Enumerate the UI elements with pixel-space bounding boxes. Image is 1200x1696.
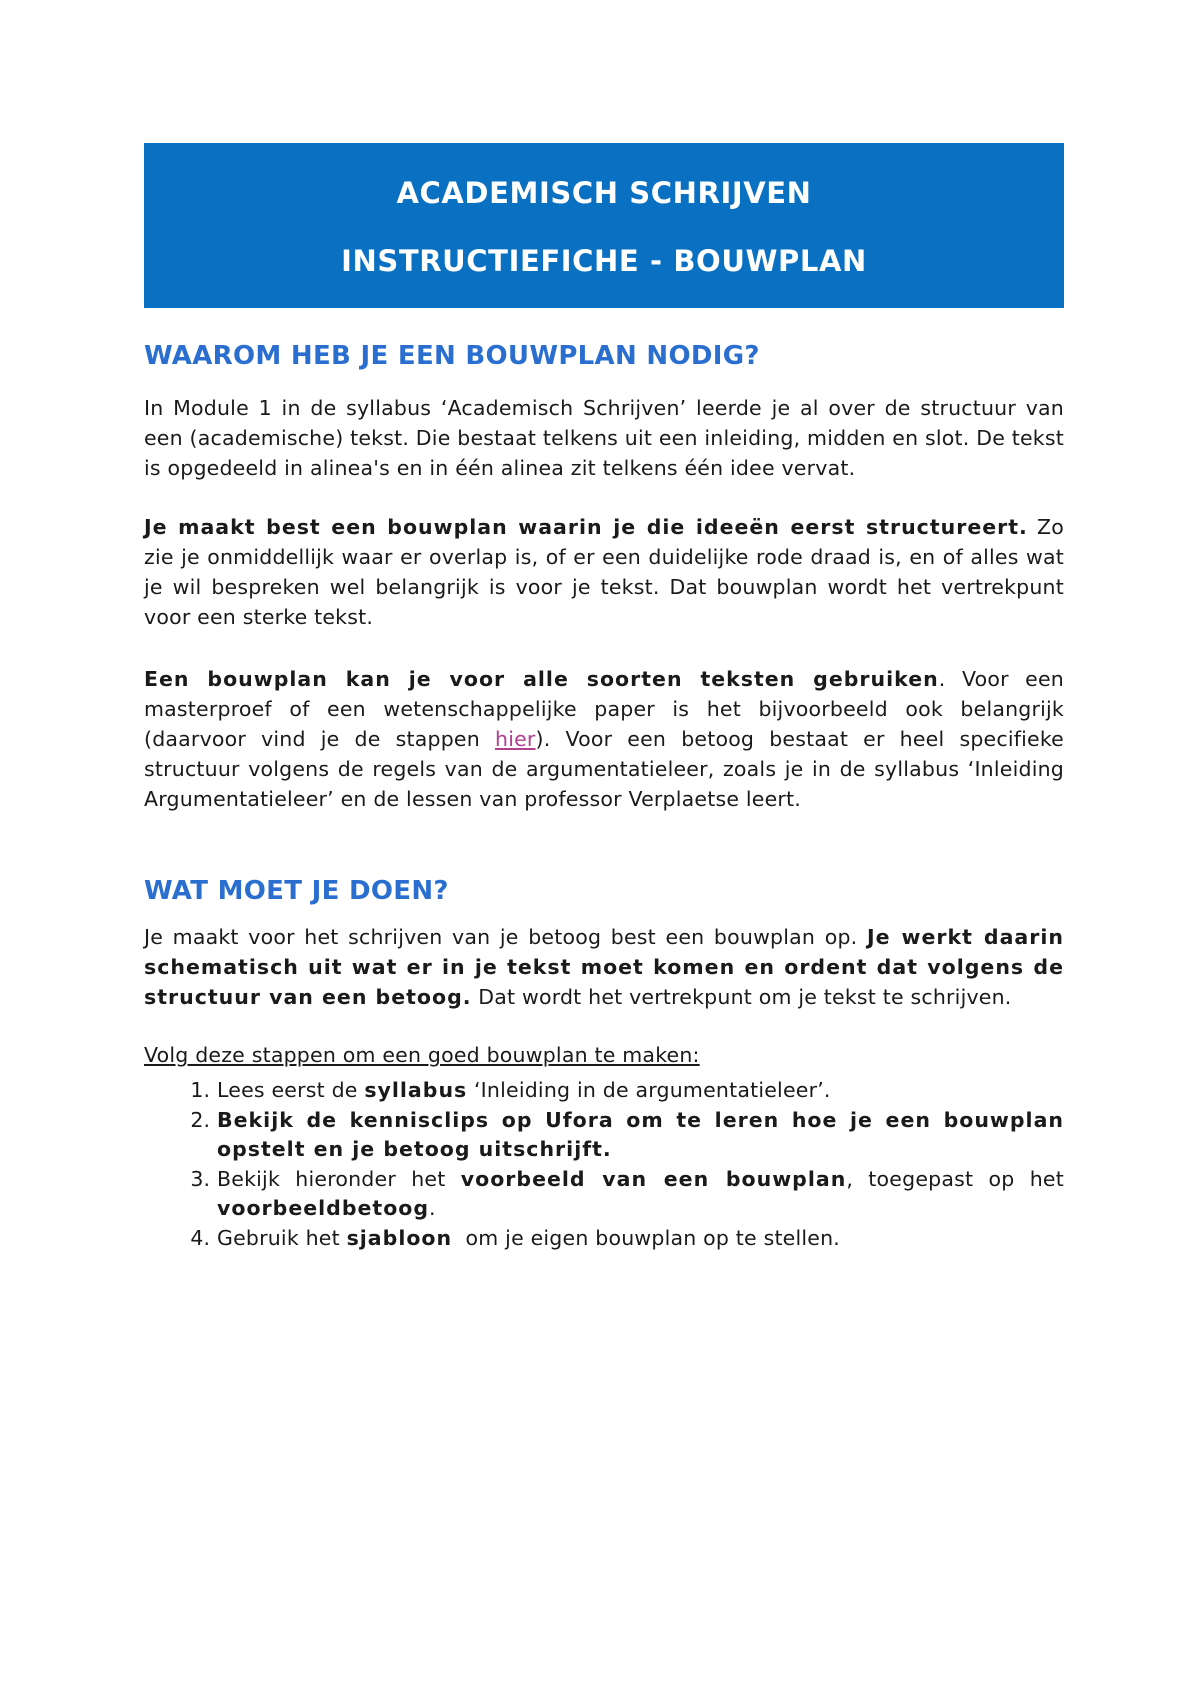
bold-text: voorbeeldbetoog bbox=[217, 1196, 430, 1220]
step-text: om je eigen bouwplan op te stellen. bbox=[452, 1225, 841, 1250]
bold-text: Een bouwplan kan je voor alle soorten teksten gebruiken bbox=[144, 667, 939, 691]
paragraph-what-to-do bbox=[144, 922, 1064, 1012]
document-page bbox=[144, 143, 1064, 1253]
step-text: . bbox=[429, 1196, 436, 1220]
step-text: Gebruik het bbox=[217, 1225, 347, 1250]
bold-text: voorbeeld van een bouwplan bbox=[460, 1166, 847, 1191]
step-text: ‘Inleiding in de argumentatieleer’. bbox=[467, 1078, 831, 1102]
paragraph-text: ). Voor een betoog bestaat er heel specifieke structuur volgens de regels van de argumentatieleer, zoals je in de syllabus ‘Inleiding Argumentatieleer’ en de lessen van professor Verplaetse leert. bbox=[144, 727, 1064, 811]
paragraph-text: . Voor een masterproef of een wetenschappelijke paper is het bijvoorbeeld ook belangrijk (daarvoor vind je de stappen bbox=[144, 667, 1064, 751]
bold-text: Bekijk de kennisclips op Ufora om te leren hoe je een bouwplan opstelt en je betoog uitschrijft. bbox=[217, 1107, 1064, 1161]
step-text: Bekijk hieronder het bbox=[217, 1166, 461, 1191]
bold-text: syllabus bbox=[364, 1078, 468, 1102]
step-text: , toegepast op het bbox=[846, 1166, 1064, 1191]
bold-text: Je maakt best een bouwplan waarin je die ideeën eerst structureert. bbox=[144, 515, 1028, 539]
list-item-step-2 bbox=[217, 1106, 1064, 1165]
step-text: Lees eerst de bbox=[217, 1078, 365, 1102]
paragraph-text: Dat wordt het vertrekpunt om je tekst te schrijven. bbox=[471, 985, 1012, 1009]
paragraph-text: Je maakt voor het schrijven van je betoog best een bouwplan op. bbox=[144, 925, 867, 949]
steps-intro-text: Volg deze stappen om een goed bouwplan te maken: bbox=[144, 1043, 700, 1067]
bold-text: sjabloon bbox=[346, 1225, 453, 1250]
section-heading-what: WAT MOET JE DOEN? bbox=[144, 876, 449, 906]
paragraph-bouwplan-purpose bbox=[144, 512, 1064, 632]
hier-link[interactable]: hier bbox=[495, 727, 536, 751]
bold-text: Je werkt daarin schematisch uit wat er in je tekst moet komen en ordent dat volgens de structuur van een betoog. bbox=[144, 925, 1064, 1009]
title-banner bbox=[144, 143, 1064, 308]
steps-list bbox=[144, 1076, 1064, 1253]
paragraph-text: Zo zie je onmiddellijk waar er overlap is, of er een duidelijke rode draad is, en of alles wat je wil bespreken wel belangrijk is voor je tekst. Dat bouwplan wordt het vertrekpunt voor een sterke tekst. bbox=[144, 515, 1064, 629]
paragraph-module-intro: In Module 1 in de syllabus ‘Academisch Schrijven’ leerde je al over de structuur van een (academische) tekst. Die bestaat telkens uit een inleiding, midden en slot. De tekst is opgedeeld in alinea's en in één alinea zit telkens één idee vervat. bbox=[144, 396, 1064, 480]
document-subtitle: INSTRUCTIEFICHE - BOUWPLAN bbox=[341, 244, 867, 278]
list-item-step-4 bbox=[217, 1224, 1064, 1254]
document-title: ACADEMISCH SCHRIJVEN bbox=[396, 176, 812, 210]
paragraph-all-texts bbox=[144, 664, 1064, 814]
section-heading-why: WAAROM HEB JE EEN BOUWPLAN NODIG? bbox=[144, 341, 760, 371]
list-item-step-1 bbox=[217, 1076, 1064, 1106]
steps-intro bbox=[144, 1040, 1064, 1070]
list-item-step-3 bbox=[217, 1165, 1064, 1224]
